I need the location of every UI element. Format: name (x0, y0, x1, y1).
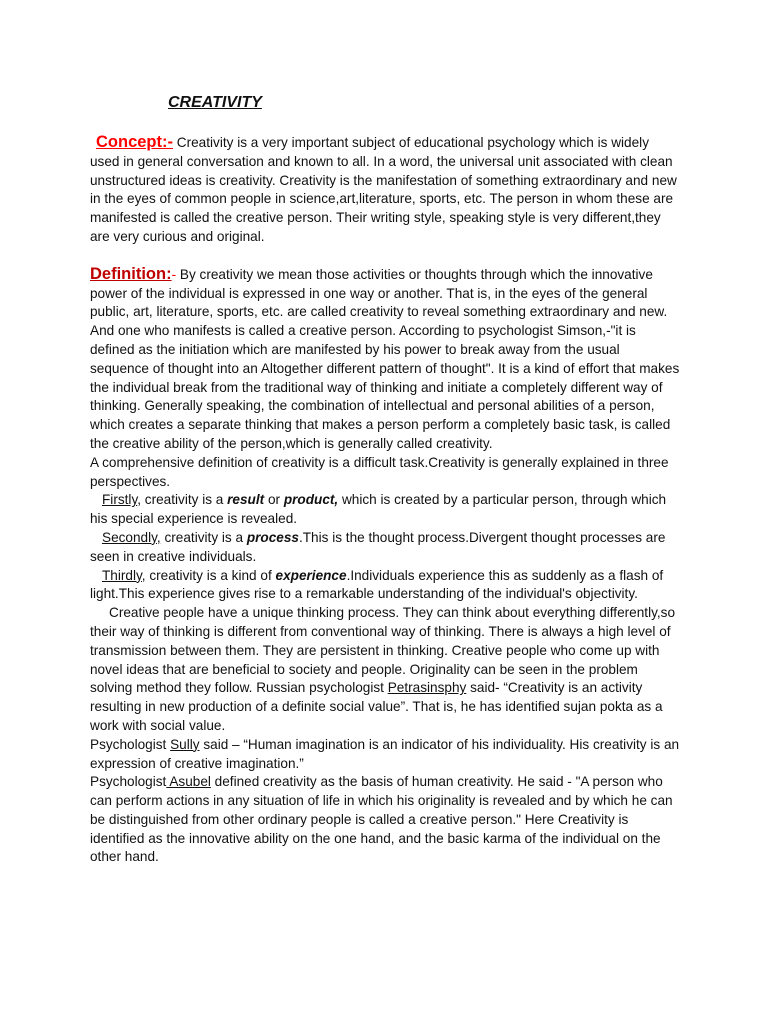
secondly-lead: Secondly, (102, 529, 161, 545)
document-title: CREATIVITY (168, 94, 262, 111)
concept-section (90, 133, 680, 247)
asubel-paragraph: Psychologist Asubel defined creativity as the basis of human creativity. He said - "A person who can perform actions in any situation of life in which his originality is revealed and by which he can be distinguished from other ordinary people is called a creative person." Here Creativity is identified as the innovative ability on the one hand, and the basic karma of the individual on the other hand. (90, 774, 673, 865)
concept-paragraph (90, 133, 680, 247)
emphasis-result: result (227, 492, 265, 508)
definition-section (90, 265, 680, 868)
psychologist-name: Petrasinsphy (387, 680, 467, 696)
definition-paragraph: Definition:- By creativity we mean those activities or thoughts through which the innovative power of the individual is expressed in one way or another. That is, in the eyes of the general public, art, literature, sports, etc. are called creativity to reveal something extraordinary and new. And one who manifests is called a creative person. According to psychologist Simson,-"it is defined as the initiation which are manifested by his power to break away from the usual sequence of thought into an Altogether different pattern of thought". It is a kind of effort that makes the individual break from the traditional way of thinking and initiate a completely different way of thinking. Generally speaking, the combination of intellectual and personal abilities of a person, which creates a separate thinking that makes a person perform a completely basic task, is called the creative ability of the person,which is generally called creativity. (90, 264, 680, 451)
comprehensive-paragraph: A comprehensive definition of creativity is a difficult task.Creativity is generally explained in three perspectives. (90, 454, 669, 489)
psychologist-name: Asubel (166, 774, 211, 790)
emphasis-process: process (246, 529, 299, 545)
firstly-paragraph: Firstly, creativity is a result or product, which is created by a particular person, through which his special experience is revealed. (90, 492, 667, 527)
definition-text: By creativity we mean those activities or thoughts through which the innovative power of the individual is expressed in one way or another. That is, in the eyes of the general public, art, literature, sports, etc. are called creativity to reveal something extraordinary and new. And one who manifests is called a creative person. According to psychologist Simson,-"it is defined as the initiation which are manifested by his power to break away from the usual sequence of thought into an Altogether different pattern of thought". It is a kind of effort that makes the individual break from the traditional way of thinking and initiate a completely different way of thinking. Generally speaking, the combination of intellectual and personal abilities of a person, which creates a separate thinking that makes a person perform a completely basic task, is called the creative ability of the person,which is generally called creativity. (90, 266, 680, 451)
thirdly-lead: Thirdly, (102, 567, 146, 583)
concept-text: Creativity is a very important subject of educational psychology which is widely used in general conversation and known to all. In a word, the universal unit associated with clean unstructured ideas is creativity. Creativity is the manifestation of something extraordinary and new in the eyes of common people in science,art,literature, sports, etc. The person in whom these are manifested is called the creative person. Their writing style, speaking style is very different,they are very curious and original. (90, 135, 677, 244)
thirdly-paragraph: Thirdly, creativity is a kind of experience.Individuals experience this as suddenly as a flash of light.This experience gives rise to a remarkable understanding of the individual's objectivity. (90, 567, 664, 602)
concept-heading: Concept:- (96, 133, 173, 151)
psychologist-name: Sully (170, 736, 200, 752)
definition-heading: Definition: (90, 264, 172, 283)
secondly-paragraph: Secondly, creativity is a process.This is the thought process.Divergent thought processes are seen in creative individuals. (90, 529, 666, 564)
creative-people-paragraph: Creative people have a unique thinking process. They can think about everything differently,so their way of thinking is different from conventional way of thinking. There is always a high level of transmission between them. They are persistent in thinking. Creative people who come up with novel ideas that are beneficial to society and people. Originality can be seen in the problem solving method they follow. Russian psychologist Petrasinsphy said- “Creativity is an activity resulting in new production of a definite social value”. That is, he has identified sujan pokta as a work with social value. (90, 605, 676, 733)
emphasis-product: product, (283, 492, 339, 508)
firstly-lead: Firstly (102, 492, 138, 508)
emphasis-experience: experience (275, 567, 347, 583)
document-page (90, 92, 680, 867)
sully-paragraph: Psychologist Sully said – “Human imagination is an indicator of his individuality. His creativity is an expression of creative imagination.” (90, 736, 680, 771)
